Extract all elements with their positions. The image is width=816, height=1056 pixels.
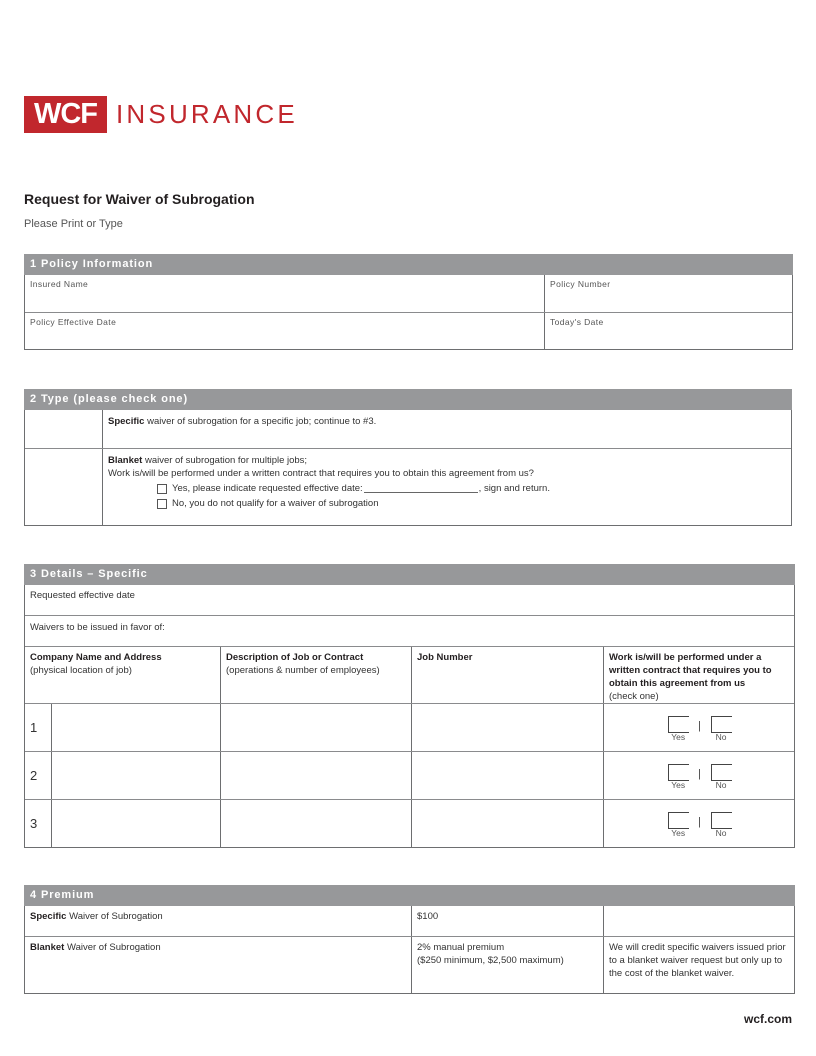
- logo-mark: WCF: [24, 96, 107, 133]
- field-label: Policy Effective Date: [30, 317, 117, 327]
- page-title: Request for Waiver of Subrogation: [24, 191, 255, 207]
- waivers-label: Waivers to be issued in favor of:: [30, 622, 165, 633]
- yes-label: Yes: [671, 780, 686, 790]
- company-input[interactable]: [51, 752, 220, 799]
- yes-checkbox[interactable]: [668, 716, 689, 733]
- row-number: 2: [30, 768, 38, 783]
- section-policy-information: [24, 254, 793, 350]
- row-number: 1: [30, 720, 38, 735]
- no-choice[interactable]: [710, 716, 732, 742]
- yes-suffix: , sign and return.: [478, 483, 550, 494]
- col-title: Description of Job or Contract: [226, 652, 364, 663]
- field-label: Requested effective date: [30, 590, 135, 601]
- specific-option: [102, 410, 791, 448]
- policy-number-field[interactable]: [544, 275, 792, 312]
- yes-label: Yes, please indicate requested effective date:: [172, 483, 363, 494]
- blanket-bold: Blanket: [108, 455, 143, 466]
- specific-check-cell[interactable]: [25, 410, 102, 448]
- blanket-question: Work is/will be performed under a written contract that requires you to obtain this agreement from us?: [108, 468, 534, 479]
- wcf-insurance-logo: [24, 96, 298, 133]
- page-subtitle: Please Print or Type: [24, 218, 123, 230]
- field-label: Insured Name: [30, 279, 89, 289]
- premium-type: [25, 937, 411, 993]
- col-title: Work is/will be performed under a written contract that requires you to obtain this agreement from us: [609, 652, 772, 689]
- description-input[interactable]: [220, 800, 411, 847]
- separator: |: [698, 816, 701, 828]
- premium-type-bold: Blanket: [30, 942, 65, 953]
- section-type: [24, 389, 792, 526]
- yes-checkbox[interactable]: [668, 764, 689, 781]
- yes-label: Yes: [671, 732, 686, 742]
- column-header-written-contract: [603, 647, 794, 703]
- section-heading: 1 Policy Information: [24, 254, 793, 275]
- premium-type-label: Waiver of Subrogation: [66, 911, 163, 922]
- specific-text: waiver of subrogation for a specific job; continue to #3.: [144, 416, 377, 427]
- premium-price: [411, 937, 603, 993]
- price-range-text: ($250 minimum, $2,500 maximum): [417, 955, 564, 966]
- field-label: Policy Number: [550, 279, 611, 289]
- policy-effective-date-field[interactable]: [25, 313, 544, 349]
- col-title: Company Name and Address: [30, 652, 162, 663]
- no-choice[interactable]: [710, 764, 732, 790]
- col-sub: (check one): [609, 691, 659, 702]
- specific-bold: Specific: [108, 416, 145, 427]
- no-checkbox[interactable]: [157, 499, 167, 509]
- job-number-input[interactable]: [411, 704, 603, 751]
- section-premium: [24, 885, 795, 994]
- premium-note: [603, 937, 794, 993]
- section-heading: 4 Premium: [24, 885, 795, 906]
- section-heading: 2 Type (please check one): [24, 389, 792, 410]
- premium-row-specific: [25, 906, 794, 936]
- yes-choice[interactable]: [667, 764, 689, 790]
- section-heading: 3 Details – Specific: [24, 564, 795, 585]
- note-text: We will credit specific waivers issued prior to a blanket waiver request but only up to the cost of the blanket waiver.: [609, 942, 786, 979]
- blanket-check-cell[interactable]: [25, 449, 102, 525]
- col-sub: (physical location of job): [30, 665, 132, 676]
- no-checkbox[interactable]: [711, 812, 732, 829]
- job-number-input[interactable]: [411, 800, 603, 847]
- blanket-option: [102, 449, 791, 525]
- todays-date-field[interactable]: [544, 313, 792, 349]
- no-checkbox[interactable]: [711, 764, 732, 781]
- description-input[interactable]: [220, 752, 411, 799]
- effective-date-input[interactable]: [364, 484, 478, 493]
- no-label: No, you do not qualify for a waiver of subrogation: [172, 498, 379, 509]
- premium-price: [411, 906, 603, 936]
- blanket-no-option: [157, 497, 786, 510]
- no-label: No: [715, 732, 727, 742]
- waivers-in-favor-of-label: [25, 616, 794, 646]
- blanket-yes-option: [157, 482, 786, 495]
- col-sub: (operations & number of employees): [226, 665, 380, 676]
- table-row: [25, 799, 794, 847]
- premium-type: [25, 906, 411, 936]
- field-label: Today's Date: [550, 317, 604, 327]
- premium-type-label: Waiver of Subrogation: [64, 942, 161, 953]
- table-row: [25, 751, 794, 799]
- yes-label: Yes: [671, 828, 686, 838]
- no-label: No: [715, 828, 727, 838]
- logo-wordmark: INSURANCE: [116, 99, 298, 129]
- premium-note: [603, 906, 794, 936]
- separator: |: [698, 768, 701, 780]
- column-header-company: [25, 647, 220, 703]
- requested-effective-date-field[interactable]: [25, 585, 794, 615]
- col-title: Job Number: [417, 652, 473, 663]
- column-header-job-number: [411, 647, 603, 703]
- separator: |: [698, 720, 701, 732]
- yes-choice[interactable]: [667, 716, 689, 742]
- description-input[interactable]: [220, 704, 411, 751]
- yes-checkbox[interactable]: [157, 484, 167, 494]
- company-input[interactable]: [51, 800, 220, 847]
- yes-choice[interactable]: [667, 812, 689, 838]
- premium-type-bold: Specific: [30, 911, 67, 922]
- row-number: 3: [30, 816, 38, 831]
- contract-check-cell: [603, 800, 794, 847]
- no-label: No: [715, 780, 727, 790]
- table-row: [25, 703, 794, 751]
- price-text: $100: [417, 911, 439, 922]
- job-number-input[interactable]: [411, 752, 603, 799]
- blanket-text: waiver of subrogation for multiple jobs;: [142, 455, 308, 466]
- price-text: 2% manual premium: [417, 942, 505, 953]
- no-choice[interactable]: [710, 812, 732, 838]
- no-checkbox[interactable]: [711, 716, 732, 733]
- column-header-description: [220, 647, 411, 703]
- contract-check-cell: [603, 704, 794, 751]
- insured-name-field[interactable]: [25, 275, 544, 312]
- contract-check-cell: [603, 752, 794, 799]
- footer-url[interactable]: wcf.com: [743, 1012, 792, 1026]
- section-details-specific: [24, 564, 795, 848]
- details-table-header: [25, 646, 794, 703]
- yes-checkbox[interactable]: [668, 812, 689, 829]
- premium-row-blanket: [25, 936, 794, 993]
- company-input[interactable]: [51, 704, 220, 751]
